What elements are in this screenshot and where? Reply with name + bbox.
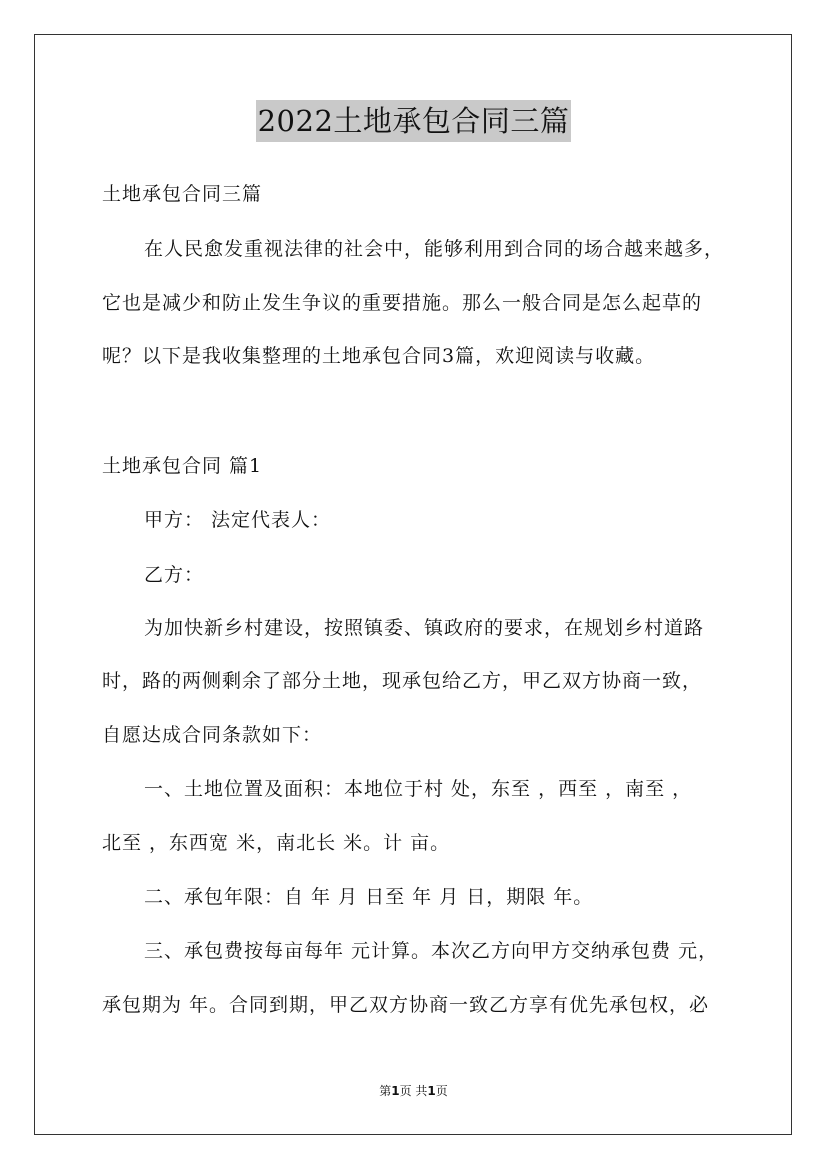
title-container <box>0 100 827 142</box>
body-line-5: 北至 ，东西宽 米，南北长 米。计 亩。 <box>102 832 451 854</box>
document-title: 2022土地承包合同三篇 <box>256 100 572 142</box>
document-subtitle: 土地承包合同三篇 <box>102 183 263 205</box>
page-footer <box>0 1083 827 1099</box>
intro-line-1: 在人民愈发重视法律的社会中，能够利用到合同的场合越来越多， <box>144 238 725 260</box>
section-heading: 土地承包合同 篇1 <box>102 455 263 477</box>
party-a-line: 甲方： 法定代表人： <box>144 509 332 531</box>
footer-page-total: 1 <box>427 1084 436 1098</box>
body-line-4: 一、土地位置及面积：本地位于村 处，东至 ，西至 ，南至 ， <box>144 778 693 800</box>
body-line-1: 为加快新乡村建设，按照镇委、镇政府的要求，在规划乡村道路 <box>144 617 705 639</box>
footer-suffix: 页 <box>435 1084 448 1098</box>
intro-line-3: 呢？以下是我收集整理的土地承包合同3篇，欢迎阅读与收藏。 <box>102 345 656 367</box>
body-line-6: 二、承包年限：自 年 月 日至 年 月 日，期限 年。 <box>144 886 594 908</box>
body-line-7: 三、承包费按每亩每年 元计算。本次乙方向甲方交纳承包费 元， <box>144 940 719 962</box>
intro-line-2: 它也是减少和防止发生争议的重要措施。那么一般合同是怎么起草的 <box>102 292 703 314</box>
footer-prefix: 第 <box>379 1084 392 1098</box>
party-b-line: 乙方： <box>144 564 205 586</box>
footer-page-number: 1 <box>391 1084 400 1098</box>
body-line-8: 承包期为 年。合同到期，甲乙双方协商一致乙方享有优先承包权，必 <box>102 994 710 1016</box>
footer-mid: 页 共 <box>399 1084 428 1098</box>
body-line-2: 时，路的两侧剩余了部分土地，现承包给乙方，甲乙双方协商一致， <box>102 670 703 692</box>
body-line-3: 自愿达成合同条款如下： <box>102 724 323 746</box>
